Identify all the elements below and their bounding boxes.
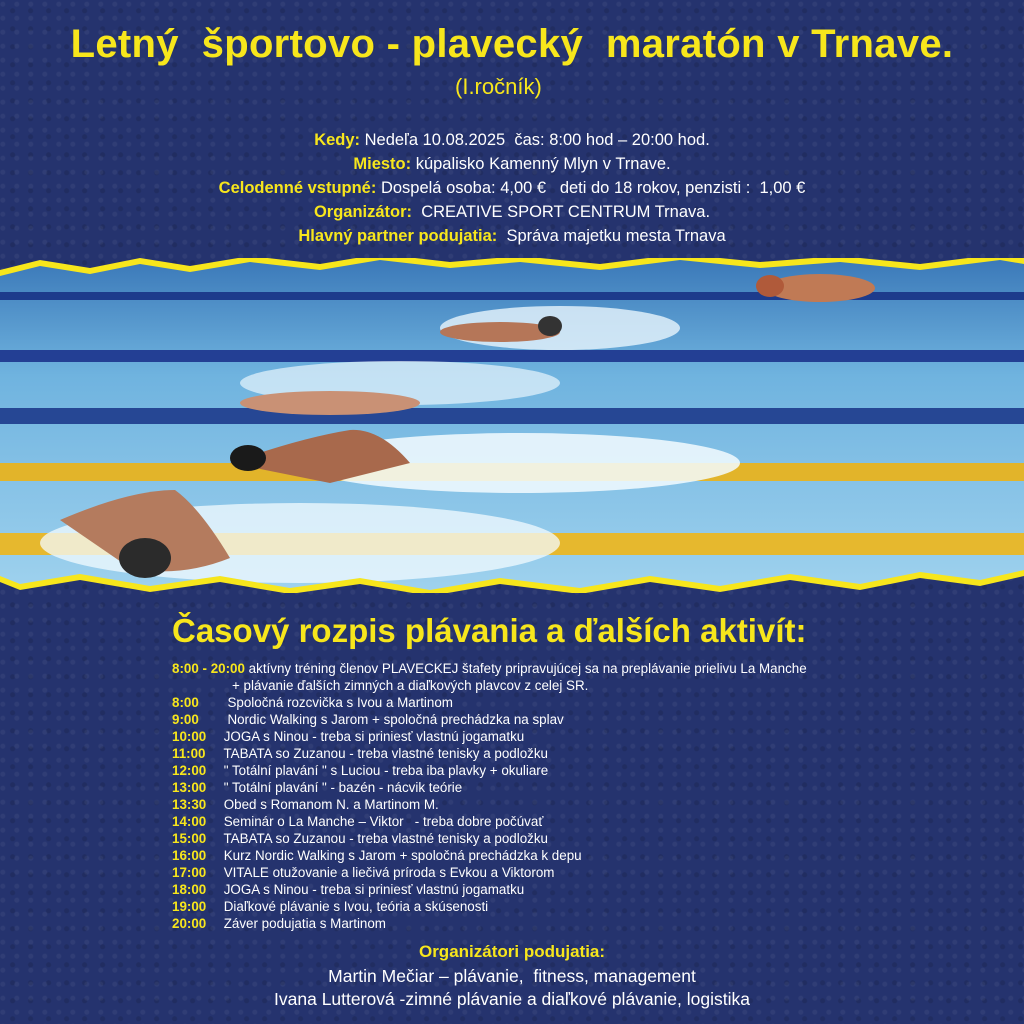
swimmer-3 [240,391,420,415]
swimmers-pool-image [0,258,1024,593]
organizers-list [0,965,1024,1011]
schedule-row: 18:00 JOGA s Ninou - treba si priniesť vlastnú jogamatku [172,882,525,897]
schedule-row: 15:00 TABATA so Zuzanou - treba vlastné tenisky a podložku [172,831,548,846]
info-partner: Hlavný partner podujatia: Správa majetku mesta Trnava [298,227,726,245]
event-info [0,128,1024,248]
schedule-row: 8:00 Spoločná rozcvička s Ivou a Martinom [172,695,453,710]
schedule-title: Časový rozpis plávania a ďalších aktivít: [172,612,807,649]
schedule-row: 19:00 Diaľkové plávanie s Ivou, teória a skúsenosti [172,899,489,914]
schedule-row: 13:30 Obed s Romanom N. a Martinom M. [172,797,439,812]
organizers-title: Organizátori podujatia: [418,942,606,961]
info-when: Kedy: Nedeľa 10.08.2025 čas: 8:00 hod – 20:00 hod. [314,131,710,149]
schedule-list [172,660,932,932]
organizer-name: Martin Mečiar – plávanie, fitness, management [328,966,696,986]
info-organizer: Organizátor: CREATIVE SPORT CENTRUM Trnava. [313,203,711,221]
organizer-name: Ivana Lutterová -zimné plávanie a diaľkové plávanie, logistika [274,989,750,1009]
schedule-row: 8:00 - 20:00 aktívny tréning členov PLAVECKEJ štafety pripravujúcej sa na preplávanie prielivu La Manche [172,661,807,676]
schedule-row: 11:00 TABATA so Zuzanou - treba vlastné tenisky a podložku [172,746,548,761]
schedule-row: + plávanie ďalších zimných a diaľkových plavcov z celej SR. [232,678,589,693]
schedule-row: 14:00 Seminár o La Manche – Viktor - treba dobre počúvať [172,814,544,829]
schedule-row: 9:00 Nordic Walking s Jarom + spoločná prechádzka na splav [172,712,564,727]
lane-rope-3 [0,408,1024,424]
schedule-row: 16:00 Kurz Nordic Walking s Jarom + spoločná prechádzka k depu [172,848,582,863]
edition-label: (I.ročník) [455,74,542,99]
info-where: Miesto: kúpalisko Kamenný Mlyn v Trnave. [353,155,671,173]
schedule-row: 13:00 " Totální plavání " - bazén - nácvik teórie [172,780,463,795]
schedule-row: 10:00 JOGA s Ninou - treba si priniesť vlastnú jogamatku [172,729,525,744]
schedule-row: 20:00 Záver podujatia s Martinom [172,916,386,931]
info-admission: Celodenné vstupné: Dospelá osoba: 4,00 € deti do 18 rokov, penzisti : 1,00 € [218,179,806,197]
schedule-row: 17:00 VITALE otužovanie a liečivá príroda s Evkou a Viktorom [172,865,555,880]
page-title: Letný športovo - plavecký maratón v Trnave. [70,22,954,66]
schedule-row: 12:00 " Totální plavání " s Luciou - treba iba plavky + okuliare [172,763,549,778]
lane-rope-2 [0,350,1024,362]
